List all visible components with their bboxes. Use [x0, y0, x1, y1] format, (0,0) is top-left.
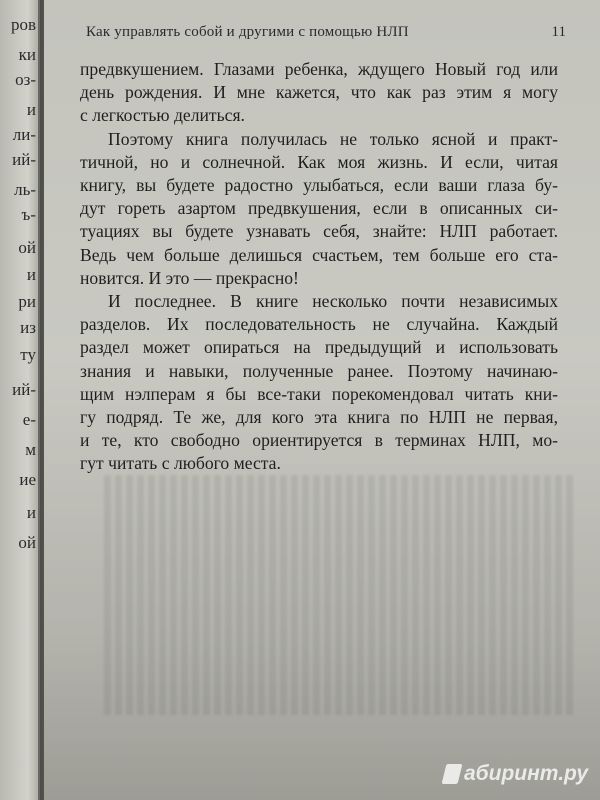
text-line: знания и навыки, полученные ранее. Поэтому начинаю-	[80, 360, 558, 381]
text-line: с легкостью делиться.	[80, 105, 245, 126]
text-line: раздел может опираться на предыдущий и использовать	[80, 337, 558, 358]
text-line: И последнее. В книге несколько почти независимых	[108, 291, 558, 312]
left-page-fragment: ий-	[12, 150, 36, 169]
text-line: гу подряд. Те же, для кого эта книга по НЛП не первая,	[80, 407, 558, 428]
page-header	[86, 24, 566, 46]
text-line: новится. И это — прекрасно!	[80, 267, 299, 288]
left-page-fragment: ров	[10, 15, 36, 34]
text-line: и те, кто свободно ориентируется в терминах НЛП, мо-	[80, 430, 558, 451]
text-line: Поэтому книга получилась не только ясной и практ-	[108, 128, 558, 149]
left-page-fragment: ли-	[12, 125, 36, 144]
labirint-watermark	[444, 762, 588, 786]
left-page-fragment: ки	[18, 45, 36, 64]
left-page-fragment: ие	[19, 470, 36, 489]
adjacent-left-page	[0, 0, 40, 800]
left-page-fragment: и	[26, 503, 36, 522]
left-page-fragment: из	[20, 318, 36, 337]
text-line: дут гореть азартом предвкушения, если в описанных си-	[80, 198, 558, 219]
book-page	[44, 0, 600, 800]
text-line: Ведь чем больше делишься счастьем, тем больше его ста-	[80, 244, 558, 265]
text-line: гут читать с любого места.	[80, 453, 281, 474]
left-page-fragment: ль-	[14, 180, 36, 199]
left-page-fragment: ъ-	[21, 205, 36, 224]
left-page-fragment: м	[25, 440, 36, 459]
running-title: Как управлять собой и другими с помощью НЛП	[86, 24, 409, 40]
text-line: день рождения. И мне кажется, что как раз этим я могу	[80, 82, 558, 103]
left-page-fragment: ой	[18, 533, 36, 552]
left-page-fragment: оз-	[15, 70, 36, 89]
text-line: туациях вы будете узнавать себя, знайте: НЛП работает.	[80, 221, 558, 242]
page-number: 11	[551, 24, 566, 40]
show-through-text	[104, 475, 574, 725]
text-line: книгу, вы будете радостно улыбаться, если ваши глаза бу-	[80, 175, 558, 196]
left-page-fragment: ий-	[12, 380, 36, 399]
left-page-fragment: ри	[18, 292, 36, 311]
watermark-text: абиринт.ру	[463, 762, 588, 785]
body-text	[80, 58, 558, 476]
left-page-fragment: ту	[20, 345, 36, 364]
left-page-fragment: и	[26, 100, 36, 119]
left-page-fragment: е-	[22, 410, 36, 429]
labirint-logo-icon	[441, 764, 462, 784]
text-line: предвкушением. Глазами ребенка, ждущего Новый год или	[80, 59, 558, 79]
text-line: разделов. Их последовательность не случайна. Каждый	[80, 314, 558, 335]
text-line: тичной, но и солнечной. Как моя жизнь. И если, читая	[80, 151, 558, 172]
left-page-fragment: ой	[18, 238, 36, 257]
text-line: щим нэлперам я бы все-таки порекомендовал читать кни-	[80, 383, 558, 404]
left-page-fragment: и	[26, 265, 36, 284]
